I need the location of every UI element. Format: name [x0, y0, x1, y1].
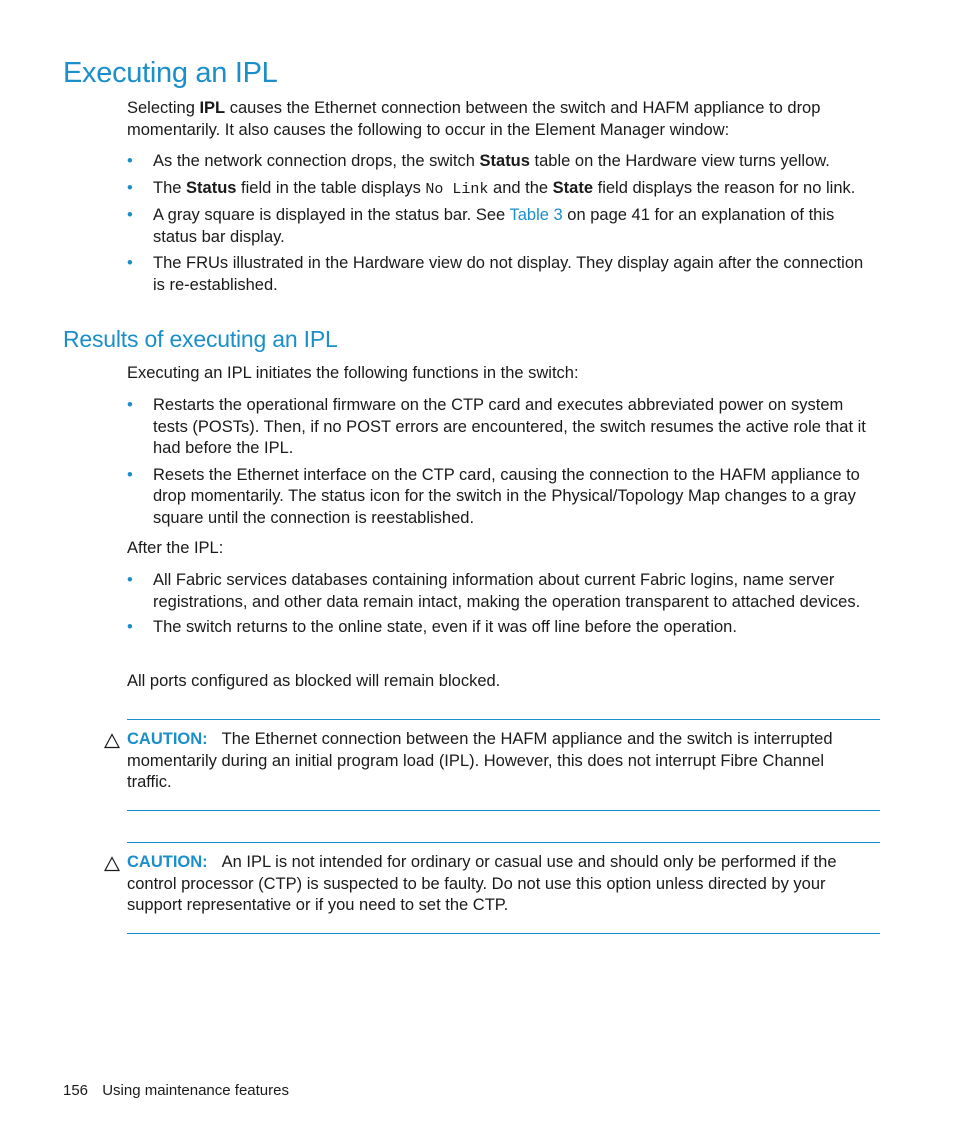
caution-label: CAUTION:	[127, 853, 208, 871]
intro-paragraph: Selecting IPL causes the Ethernet connection between the switch and HAFM appliance to drop momentarily. It also causes the following to occur in the Element Manager window:	[127, 99, 821, 139]
functions-list	[127, 395, 879, 529]
caution-bottom-rule	[127, 810, 880, 811]
footer-section-title: Using maintenance features	[102, 1082, 289, 1099]
list-item: • Restarts the operational firmware on the CTP card and executes abbreviated power on system tests (POSTs). Then, if no POST errors are encountered, the switch resumes the active role that it had before the IPL.	[127, 396, 866, 457]
table-3-link[interactable]: Table 3	[509, 206, 563, 224]
bullet-icon: •	[127, 152, 133, 170]
list-item: • Resets the Ethernet interface on the CTP card, causing the connection to the HAFM appliance to drop momentarily. The status icon for the switch in the Physical/Topology Map changes to a gray square until the connection is reestablished.	[127, 465, 860, 527]
bullet-icon: •	[127, 571, 133, 589]
closing-paragraph: All ports configured as blocked will remain blocked.	[127, 672, 501, 690]
bullet-icon: •	[127, 254, 133, 272]
caution-note: CAUTION: An IPL is not intended for ordinary or casual use and should only be performed if the control processor (CTP) is suspected to be faulty. Do not use this option unless directed by your support representative or if you need to set the CTP.	[127, 853, 837, 914]
caution-triangle-icon	[104, 733, 120, 749]
page-number: 156	[63, 1082, 89, 1099]
caution-bottom-rule	[127, 933, 880, 934]
bullet-icon: •	[127, 618, 133, 636]
caution-top-rule	[127, 842, 880, 843]
list-item: • As the network connection drops, the switch Status table on the Hardware view turns yellow.	[127, 151, 879, 173]
code-text: No Link	[425, 180, 489, 198]
caution-top-rule	[127, 719, 880, 720]
list-item: • A gray square is displayed in the status bar. See Table 3 on page 41 for an explanation of this status bar display.	[127, 206, 835, 246]
section-heading: Results of executing an IPL	[63, 326, 338, 352]
list-item: • The Status field in the table displays No Link and the State field displays the reason for no link.	[127, 178, 856, 198]
bullet-icon: •	[127, 396, 133, 414]
after-ipl-label: After the IPL:	[127, 539, 224, 557]
bullet-icon: •	[127, 206, 133, 224]
caution-label: CAUTION:	[127, 730, 208, 748]
effects-list	[127, 151, 879, 296]
results-intro: Executing an IPL initiates the following functions in the switch:	[127, 364, 579, 382]
list-item: • All Fabric services databases containing information about current Fabric logins, name server registrations, and other data remain intact, making the operation transparent to attached devices.	[127, 571, 861, 611]
list-item: • The FRUs illustrated in the Hardware view do not display. They display again after the connection is re-established.	[127, 254, 864, 294]
after-ipl-list	[127, 570, 879, 639]
bullet-icon: •	[127, 465, 133, 484]
list-item: • The switch returns to the online state, even if it was off line before the operation.	[127, 617, 879, 639]
bullet-icon: •	[127, 178, 133, 197]
page-footer	[63, 1082, 289, 1099]
page-title: Executing an IPL	[63, 57, 278, 89]
caution-note: CAUTION: The Ethernet connection between the HAFM appliance and the switch is interrupted momentarily during an initial program load (IPL). However, this does not interrupt Fibre Channel traffic.	[127, 730, 833, 791]
caution-triangle-icon	[104, 856, 120, 872]
